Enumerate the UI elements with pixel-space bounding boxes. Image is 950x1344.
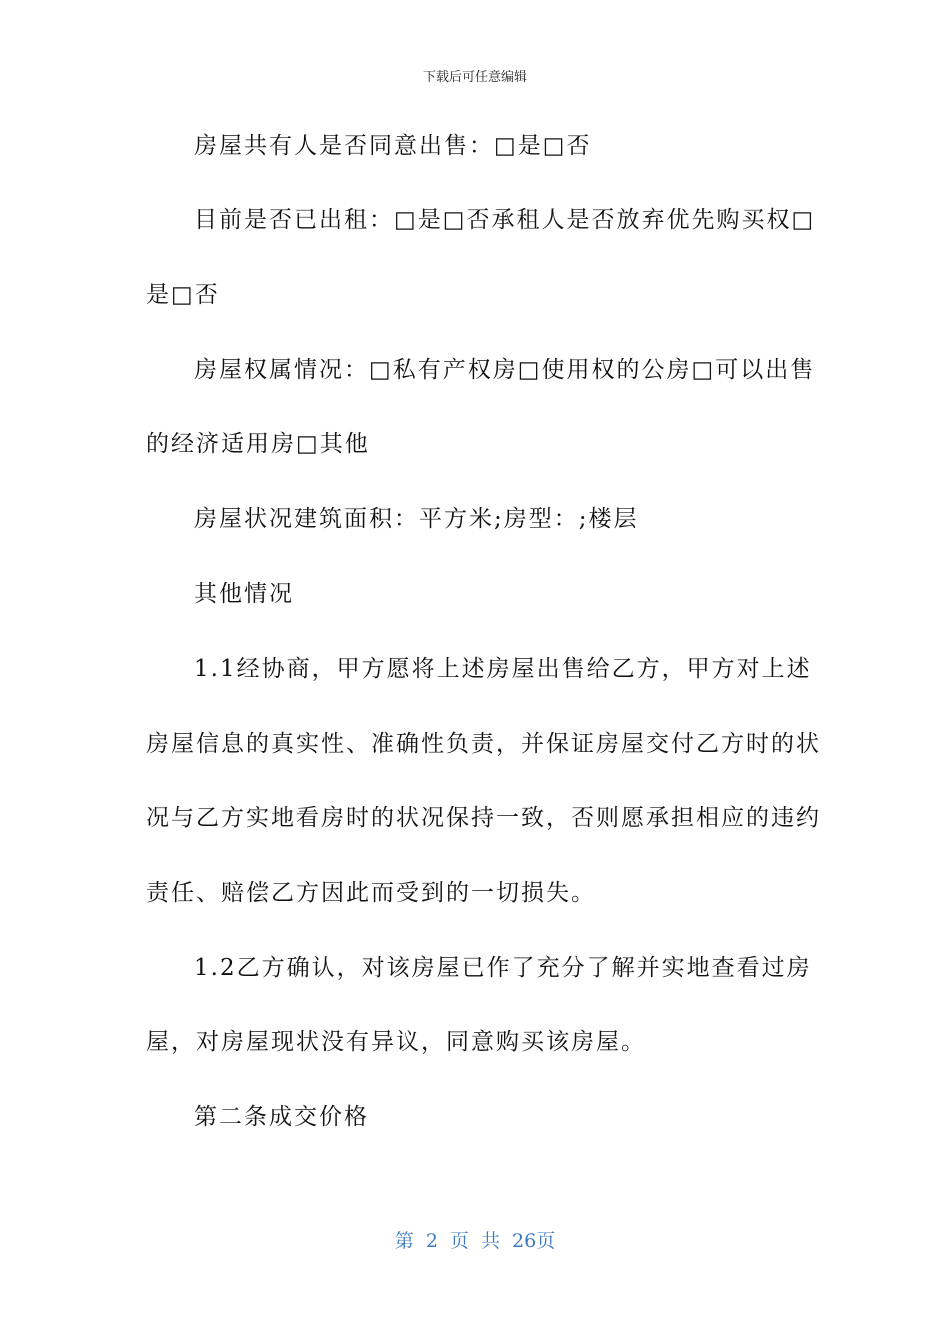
section-heading: 第二条成交价格	[194, 1104, 369, 1130]
paragraph-line: 房屋共有人是否同意出售：□是□否	[194, 133, 592, 159]
page-number: 第 2 页 共 26页	[394, 1230, 556, 1252]
paragraph-line: 屋，对房屋现状没有异议，同意购买该房屋。	[146, 1029, 646, 1055]
paragraph-line: 1.2乙方确认，对该房屋已作了充分了解并实地查看过房	[194, 955, 812, 981]
paragraph-line: 房屋权属情况：□私有产权房□使用权的公房□可以出售	[194, 357, 816, 383]
paragraph-line: 房屋状况建筑面积：平方米;房型：;楼层	[194, 506, 639, 532]
paragraph-line: 况与乙方实地看房时的状况保持一致，否则愿承担相应的违约	[146, 805, 821, 831]
paragraph-line: 目前是否已出租：□是□否承租人是否放弃优先购买权□	[194, 207, 816, 233]
section-heading: 其他情况	[194, 581, 294, 607]
paragraph-line: 的经济适用房□其他	[146, 431, 370, 457]
paragraph-line: 房屋信息的真实性、准确性负责，并保证房屋交付乙方时的状	[146, 731, 821, 757]
paragraph-line: 责任、赔偿乙方因此而受到的一切损失。	[146, 880, 596, 906]
header-note: 下载后可任意编辑	[422, 70, 527, 85]
paragraph-line: 1.1经协商，甲方愿将上述房屋出售给乙方，甲方对上述	[194, 656, 812, 682]
paragraph-line: 是□否	[146, 282, 220, 308]
